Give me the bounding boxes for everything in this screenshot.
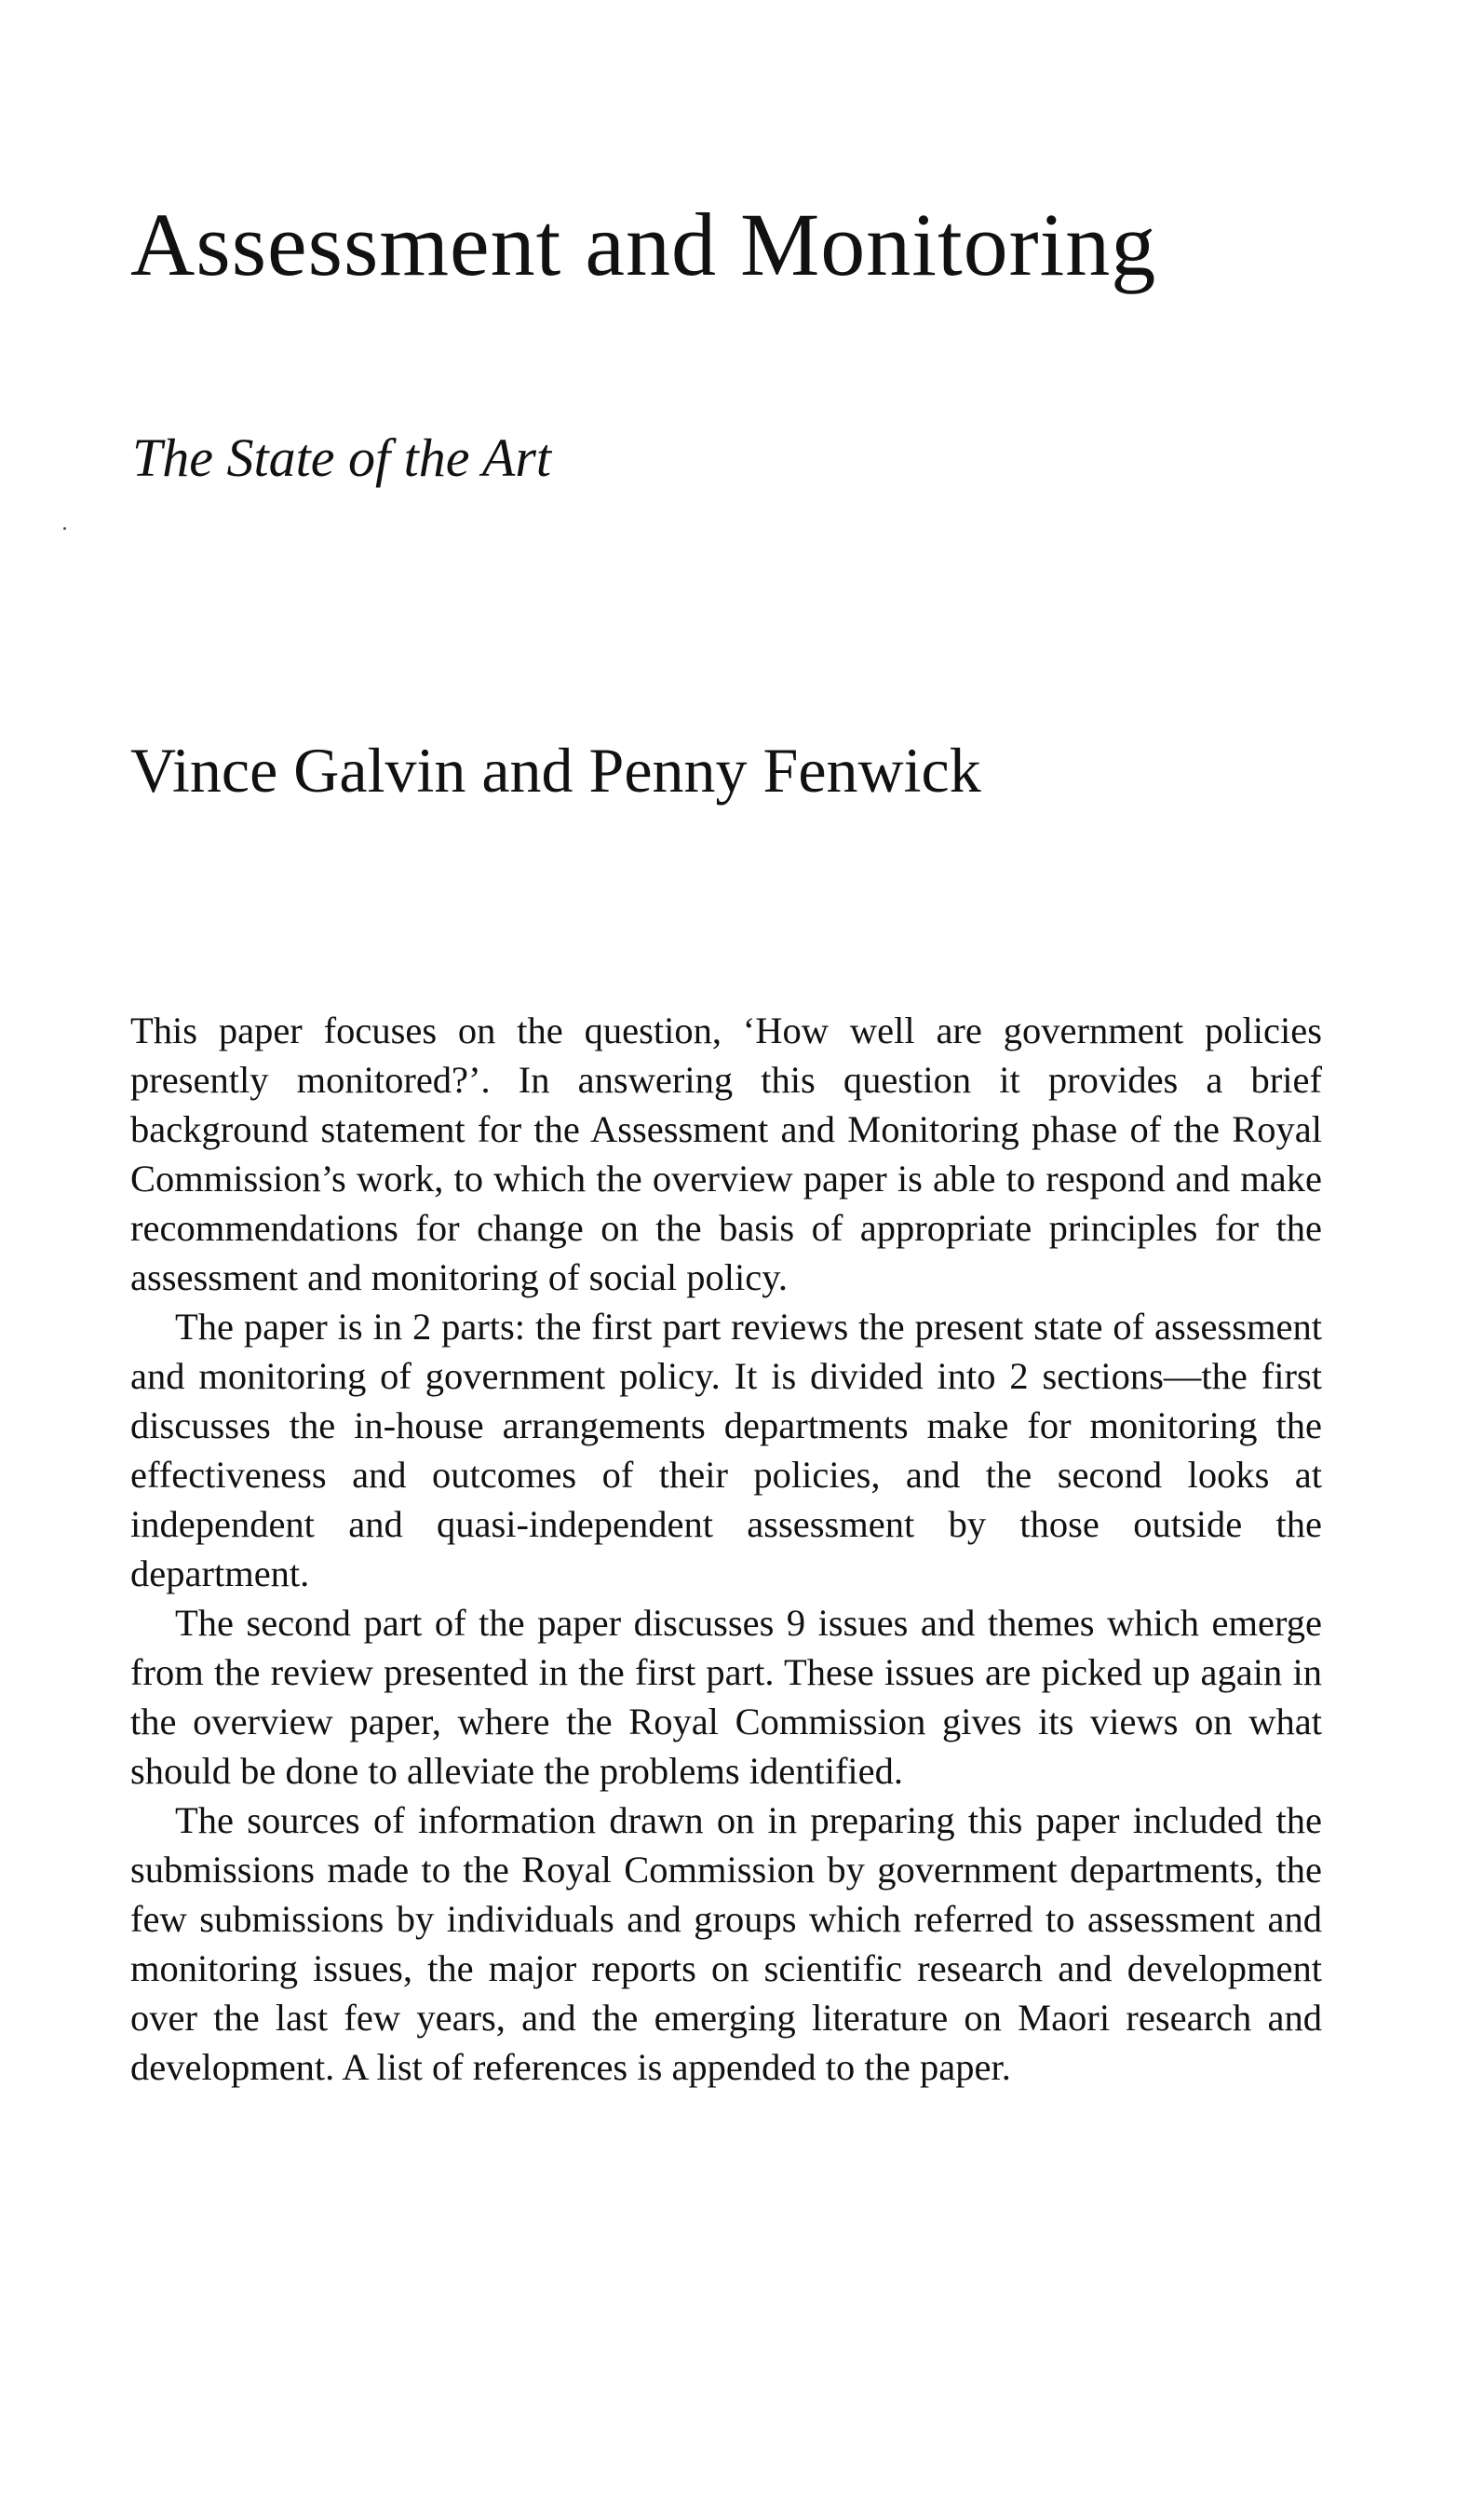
page-subtitle: The State of the Art xyxy=(132,427,552,488)
paragraph-second-part: The second part of the paper discusses 9 issues and themes which emerge from the review presented in the first part. These issues are picked up again in the overview paper, where the Royal Commission gives its views on what should be done to alleviate the problems identified. xyxy=(130,1602,1322,1792)
body-text xyxy=(130,1006,1322,2092)
paragraph-sources: The sources of information drawn on in preparing this paper included the submissions made to the Royal Commission by government departments, the few submissions by individuals and groups which referred to assessment and monitoring issues, the major reports on scientific research and development over the last few years, and the emerging literature on Maori research and development. A list of references is appended to the paper. xyxy=(130,1799,1322,2088)
page-title: Assessment and Monitoring xyxy=(130,195,1157,294)
authors-line: Vince Galvin and Penny Fenwick xyxy=(130,735,981,806)
paragraph-structure: The paper is in 2 parts: the first part reviews the present state of assessment and monitoring of government policy. It is divided into 2 sections—the first discusses the in-house arrangements departments make for monitoring the effectiveness and outcomes of their policies, and the second looks at independent and quasi-independent assessment by those outside the department. xyxy=(130,1306,1322,1594)
paragraph-intro: This paper focuses on the question, ‘How well are government policies presently monitored?’. In answering this question it provides a brief background statement for the Assessment and Monitoring phase of the Royal Commission’s work, to which the overview paper is able to respond and make recommendations for change on the basis of appropriate principles for the assessment and monitoring of social policy. xyxy=(130,1010,1322,1298)
scan-speck xyxy=(63,527,66,530)
